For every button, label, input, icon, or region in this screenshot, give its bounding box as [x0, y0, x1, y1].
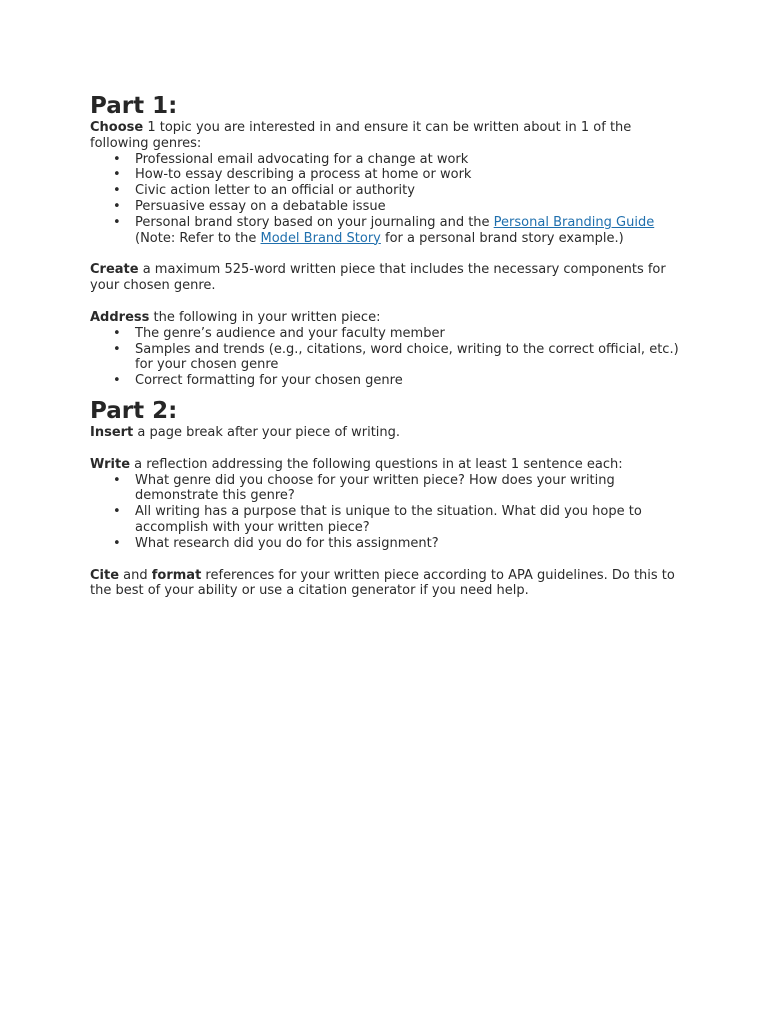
- bullet-icon: •: [113, 325, 121, 341]
- cite-instruction: Cite and format references for your written piece according to APA guidelines. Do this to the best of your ability or use a citation generator if you need help.: [90, 567, 675, 599]
- part2-heading: Part 2:: [90, 397, 178, 424]
- personal-branding-guide-link[interactable]: Personal Branding Guide: [493, 214, 655, 230]
- format-lead: format: [151, 567, 202, 583]
- list-item: • Professional email advocating for a change at work: [113, 151, 469, 167]
- list-item: • Civic action letter to an official or authority: [113, 183, 415, 199]
- list-item: • What research did you do for this assignment?: [113, 535, 439, 551]
- address-list: [90, 326, 690, 389]
- choose-instruction: Choose 1 topic you are interested in and ensure it can be written about in 1 of the following genres:: [90, 120, 632, 151]
- write-instruction: Write a reflection addressing the following questions in at least 1 sentence each:: [90, 456, 623, 472]
- list-item: • All writing has a purpose that is unique to the situation. What did you hope to accomplish with your written piece?: [113, 504, 642, 535]
- bullet-icon: •: [113, 535, 121, 551]
- list-item: • How-to essay describing a process at home or work: [113, 167, 472, 183]
- bullet-icon: •: [113, 183, 121, 199]
- list-item: • Correct formatting for your chosen genre: [113, 373, 403, 389]
- create-instruction: Create a maximum 525-word written piece that includes the necessary components for your chosen genre.: [90, 262, 666, 294]
- bullet-icon: •: [113, 504, 121, 520]
- address-lead: Address: [90, 309, 150, 325]
- part1-heading: Part 1:: [90, 93, 178, 119]
- bullet-icon: •: [113, 472, 121, 488]
- reflection-questions-list: [90, 473, 690, 552]
- insert-lead: Insert: [90, 424, 134, 440]
- bullet-icon: •: [113, 167, 121, 183]
- address-instruction: Address the following in your written piece:: [90, 309, 381, 325]
- cite-lead: Cite: [90, 567, 120, 583]
- write-lead: Write: [90, 456, 131, 472]
- bullet-icon: •: [113, 373, 121, 389]
- bullet-icon: •: [113, 198, 121, 214]
- list-item: • Personal brand story based on your journaling and the Personal Branding Guide (Note: Refer to the Model Brand Story for a personal brand story example.): [113, 214, 655, 246]
- list-item: • Samples and trends (e.g., citations, word choice, writing to the correct official, etc.) for your chosen genre: [113, 341, 679, 373]
- assignment-document: [90, 92, 690, 599]
- bullet-icon: •: [113, 214, 121, 230]
- choose-lead: Choose: [90, 120, 144, 135]
- model-brand-story-link[interactable]: Model Brand Story: [260, 230, 381, 246]
- list-item: • What genre did you choose for your written piece? How does your writing demonstrate this genre?: [113, 472, 615, 504]
- bullet-icon: •: [113, 151, 121, 167]
- genre-list: [90, 152, 690, 247]
- bullet-icon: •: [113, 341, 121, 357]
- list-item: • Persuasive essay on a debatable issue: [113, 198, 386, 214]
- insert-instruction: Insert a page break after your piece of writing.: [90, 424, 401, 440]
- create-lead: Create: [90, 262, 139, 278]
- list-item: • The genre’s audience and your faculty member: [113, 325, 445, 341]
